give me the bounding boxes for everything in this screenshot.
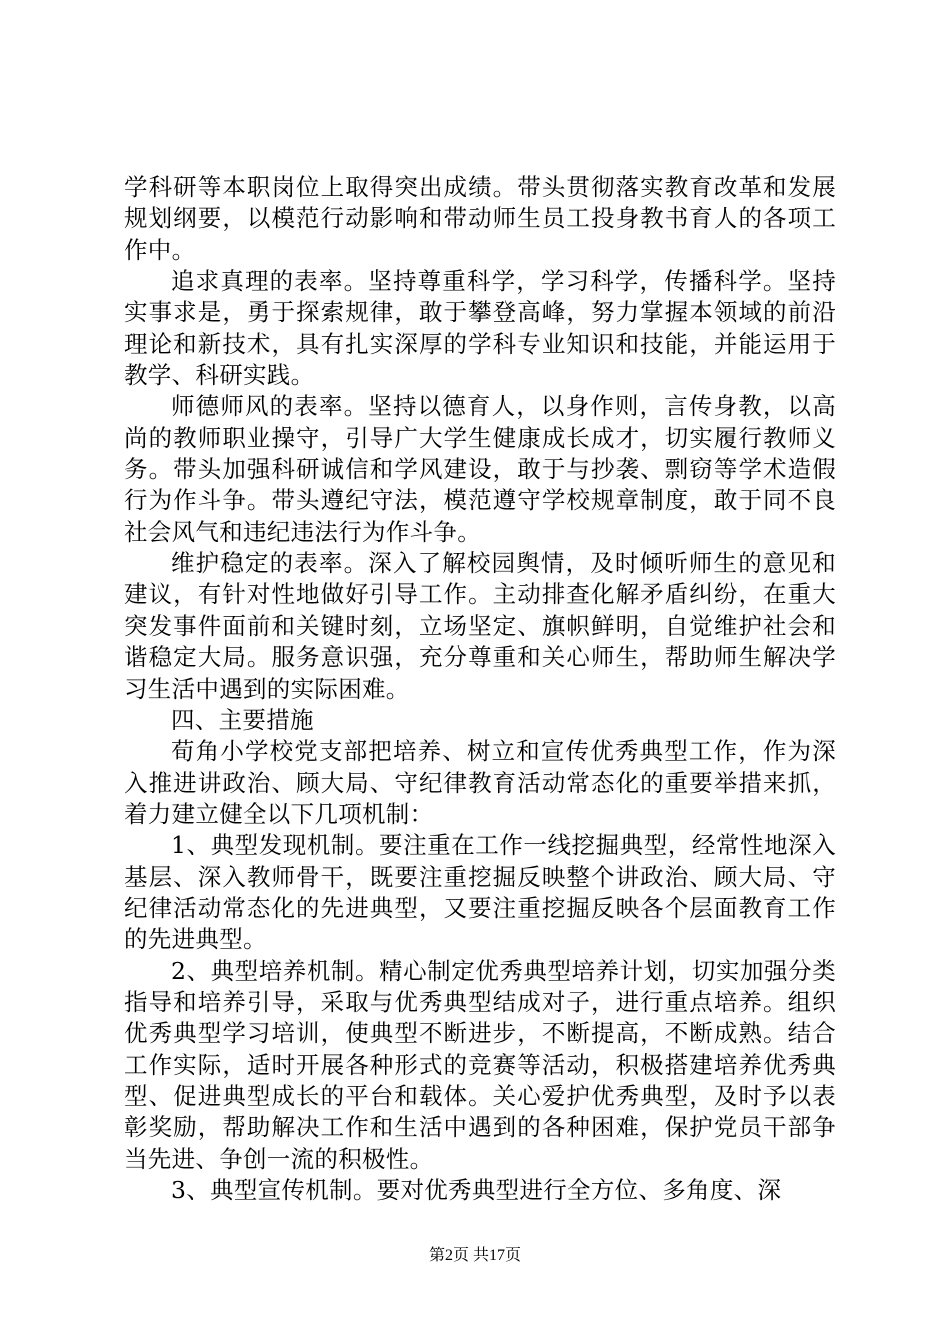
paragraph-6: 1、典型发现机制。要注重在工作一线挖掘典型，经常性地深入基层、深入教师骨干，既要注重挖掘反映整个讲政治、顾大局、守纪律活动常态化的先进典型，又要注重挖掘反映各个层面教育工作的先进典型。 [124,831,836,954]
paragraph-1: 学科研等本职岗位上取得突出成绩。带头贯彻落实教育改革和发展规划纲要，以模范行动影响和带动师生员工投身教书育人的各项工作中。 [124,173,836,264]
paragraph-7: 2、典型培养机制。精心制定优秀典型培养计划，切实加强分类指导和培养引导，采取与优秀典型结成对子，进行重点培养。组织优秀典型学习培训，使典型不断进步，不断提高，不断成熟。结合工作实际，适时开展各种形式的竞赛等活动，积极搭建培养优秀典型、促进典型成长的平台和载体。关心爱护优秀典型，及时予以表彰奖励，帮助解决工作和生活中遇到的各种困难，保护党员干部争当先进、争创一流的积极性。 [124,956,836,1173]
paragraph-2: 追求真理的表率。坚持尊重科学，学习科学，传播科学。坚持实事求是，勇于探索规律，敢于攀登高峰，努力掌握本领域的前沿理论和新技术，具有扎实深厚的学科专业知识和技能，并能运用于教学、科研实践。 [124,267,836,390]
page-footer: 第2页 共17页 [428,1247,521,1264]
paragraph-4: 维护稳定的表率。深入了解校园舆情，及时倾听师生的意见和建议，有针对性地做好引导工作。主动排查化解矛盾纠纷，在重大突发事件面前和关键时刻，立场坚定、旗帜鲜明，自觉维护社会和谐稳定大局。服务意识强，充分尊重和关心师生，帮助师生解决学习生活中遇到的实际困难。 [124,549,836,703]
paragraph-8: 3、典型宣传机制。要对优秀典型进行全方位、多角度、深 [171,1176,782,1204]
paragraph-5: 荀角小学校党支部把培养、树立和宣传优秀典型工作，作为深入推进讲政治、顾大局、守纪律教育活动常态化的重要举措来抓，着力建立健全以下几项机制： [124,737,836,828]
section-heading: 四、主要措施 [171,705,314,734]
document-body [124,172,836,1206]
paragraph-3: 师德师风的表率。坚持以德育人，以身作则，言传身教，以高尚的教师职业操守，引导广大学生健康成长成才，切实履行教师义务。带头加强科研诚信和学风建设，敢于与抄袭、剽窃等学术造假行为作斗争。带头遵纪守法，模范遵守学校规章制度，敢于同不良社会风气和违纪违法行为作斗争。 [124,392,836,546]
